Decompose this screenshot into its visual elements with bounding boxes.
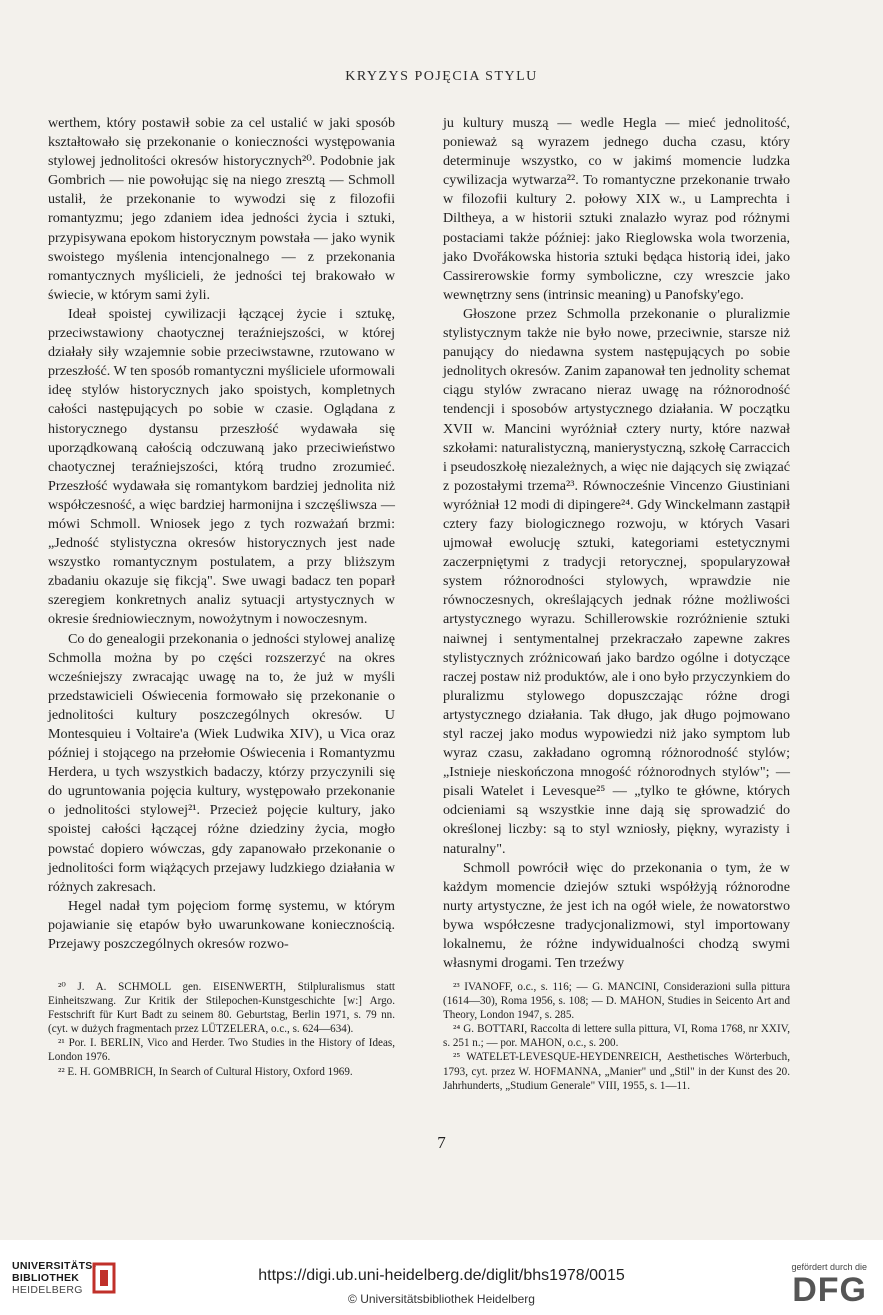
paragraph: werthem, który postawił sobie za cel ustalić w jaki sposób kształtowało się przekonanie o konieczności występowania stylowej jednolitości okresów historycznych²⁰. Podobnie jak Gombrich — nie powołując się na niego zresztą — Schmoll ustalił, że przekonanie to wywodzi się z filozofii romantyzmu; jego zdaniem idea jedności życia i sztuki, przypisywana epokom historycznym powstała — jako wynik swoistego myślenia intencjonalnego — z przekonania romantycznych myślicieli, że jedności tej brakowało w świecie, w którym sami żyli.: [48, 115, 395, 303]
paragraph: Głoszone przez Schmolla przekonanie o pluralizmie stylistycznym także nie było nowe, przeciwnie, starsze niż panujący do niedawna system następujących po sobie jednolitych okresów. Zanim zapanował ten jednolity schemat ciągu stylów zwracano nieraz uwagę na różnorodność tendencji i sposobów artystycznego działania. W początku XVII w. Mancini wyróżniał cztery nurty, które nazwał szkołami: naturalistyczną, manierystyczną, szkołę Carraccich i pseudoszkołę niezależnych, a więc nie dających się związać z pozostałymi trzema²³. Równocześnie Vincenzo Giustiniani wyróżniał 12 modi di dipingere²⁴. Gdy Winckelmann zastąpił cztery fazy biologicznego rozwoju, w których Vasari ujmował ewolucję sztuki, kategoriami estetycznymi zaczerpniętymi z tradycji retorycznej, spopularyzował system różnorodności stylowych, wprawdzie nie równoczesnych, określających jednak różne możliwości artystycznego wyrazu. Schillerowskie rozróżnienie sztuki naiwnej i sentymentalnej przekraczało zapewne zakres stylistycznych zróżnicowań jako bardzo ogólne i dotyczące raczej postaw niż produktów, ale i ono było przyczynkiem do pluralizmu stylowego dopuszczając różne drogi artystycznego działania. Tak długo, jak długo pojmowano styl raczej jako modus wypowiedzi niż jako symptom lub wyraz czasu, zakładano ogromną różnorodność stylów; „Istnieje nieskończona mnogość różnorodnych stylów"; — pisali Watelet i Levesque²⁵ — „tylko te główne, których odcieniami są wszystkie inne dają się sprowadzić do określonej liczby: są to styl wzniosły, piękny, wyrazisty i naturalny".: [443, 305, 790, 857]
footnotes-right: [443, 980, 790, 1093]
viewer-footer: [0, 1240, 883, 1315]
running-title: KRYZYS POJĘCIA STYLU: [345, 69, 538, 84]
dfg-wordmark: DFG: [792, 1271, 867, 1309]
copyright-notice: © Universitätsbibliothek Heidelberg: [348, 1292, 535, 1306]
logo-text-line: HEIDELBERG: [12, 1284, 83, 1296]
paragraph: ju kultury muszą — wedle Hegla — mieć jednolitość, ponieważ są wyrazem jednego ducha czasu, który determinuje wszystko, co w jakimś momencie ludzka cywilizacja wytwarza²². To romantyczne przekonanie trwało w filozofii kultury 2. połowy XIX w., u Lamprechta i Diltheya, a w historii sztuki znalazło wyraz pod różnymi postaciami także później: jako Rieglowska wola tworzenia, jako Dvořákowska historia sztuki będąca historią idei, jako Cassirerowskie formy symboliczne, czy wreszcie jako wewnętrzny sens (intrinsic meaning) u Panofsky'ego.: [443, 115, 790, 303]
footnotes-left: [48, 980, 395, 1079]
paragraph: Co do genealogii przekonania o jedności stylowej analizę Schmolla można by po części rozszerzyć na okres wcześniejszy zwracając uwagę na to, że już w myśli przedstawicieli Oświecenia formowało się przekonanie o jednolitości kultury poszczególnych okresów. U Montesquieu i Voltaire'a (Wiek Ludwika XIV), u Vica oraz później i stojącego na przełomie Oświecenia i Romantyzmu Herdera, u tych wszystkich badaczy, którzy przyczynili się do ugruntowania pojęcia kultury, występowało przekonanie o jednolitości stylowej²¹. Przecież pojęcie kultury, jako spoistej całości łączącej różne dziedziny życia, mogło powstać dopiero wówczas, gdy zapanowało przekonanie o jednolitości form wiążących przejawy ludzkiego działania w różnych zakresach.: [48, 630, 395, 895]
paragraph: Schmoll powrócił więc do przekonania o tym, że w każdym momencie dziejów sztuki współżyją różnorodne nurty artystyczne, że jest ich na ogół wiele, że nowatorstwo bywa współczesne tradycjonalizmowi, styl importowany lokalnemu, że różne indywidualności chodzą swymi własnymi drogami. Ten trzeźwy: [443, 859, 790, 972]
logo-text-line: BIBLIOTHEK: [12, 1272, 80, 1284]
text-column-right: [443, 114, 790, 973]
page-number: 7: [437, 1133, 446, 1152]
dfg-logo[interactable]: [791, 1262, 867, 1308]
footnote: ²² E. H. GOMBRICH, In Search of Cultural History, Oxford 1969.: [58, 1065, 353, 1078]
footnote: ²⁰ J. A. SCHMOLL gen. EISENWERTH, Stilpluralismus statt Einheitszwang. Zur Kritik der Stilepochen-Kunstgeschichte [w:] Argo. Festschrift für Kurt Badt zu seinem 80. Geburtstag, Berlin 1971, s. 79 nn. (cyt. w dużych fragmentach przez LÜTZELERA, o.c., s. 624—634).: [48, 981, 395, 1036]
paragraph: Hegel nadał tym pojęciom formę systemu, w którym pojawianie się etapów było uwarunkowane koniecznością. Przejawy poszczególnych okresów rozwo-: [48, 897, 395, 953]
paragraph: Ideał spoistej cywilizacji łączącej życie i sztukę, przeciwstawiony chaotycznej teraźniejszości, w której działały siły wzajemnie sobie przeciwstawne, rzutowano w przeszłość. W ten sposób romantyczni myśliciele uformowali ideę stylów historycznych jako spoistych, kompletnych całości następujących po sobie w czasie. Oglądana z historycznego dystansu przeszłość wydawała się uporządkowaną całością odczuwaną jako przeciwieństwo chaotycznej teraźniejszości, którą trudno zrozumieć. Przeszłość wydawała się romantykom bardziej jednolita niż współczesność, a więc bardziej harmonijna i szczęśliwsza — mówi Schmoll. Wniosek jego z tych rozważań brzmi: „Jedność stylistyczna okresów historycznych jest nade wszystko romantycznym postulatem, a przy bliższym zbadaniu okazuje się fikcją". Swe uwagi badacz ten poparł szeregiem konkretnych analiz sytuacji artystycznych w okresie średniowiecznym, nowożytnym i nowoczesnym.: [48, 305, 395, 628]
footnote: ²⁵ WATELET-LEVESQUE-HEYDENREICH, Aesthetisches Wörterbuch, 1793, cyt. przez W. HOFMANNA, „Manier" und „Stil" in der Kunst des 20. Jahrhunderts, „Studium Generale" VIII, 1955, s. 1—11.: [443, 1051, 790, 1092]
footnote: ²³ IVANOFF, o.c., s. 116; — G. MANCINI, Considerazioni sulla pittura (1614—30), Roma 1956, s. 108; — D. MAHON, Studies in Seicento Art and Theory, London 1947, s. 285.: [443, 981, 790, 1022]
document-url-link[interactable]: https://digi.ub.uni-heidelberg.de/diglit/bhs1978/0015: [258, 1267, 625, 1284]
text-column-left: [48, 114, 395, 954]
dfg-caption: gefördert durch die: [791, 1262, 867, 1272]
footnote: ²¹ Por. I. BERLIN, Vico and Herder. Two Studies in the History of Ideas, London 1976.: [48, 1037, 395, 1064]
logo-text-line: UNIVERSITÄTS-: [12, 1260, 97, 1272]
footnote: ²⁴ G. BOTTARI, Raccolta di lettere sulla pittura, VI, Roma 1768, nr XXIV, s. 251 n.; — por. MAHON, o.c., s. 200.: [443, 1023, 790, 1050]
